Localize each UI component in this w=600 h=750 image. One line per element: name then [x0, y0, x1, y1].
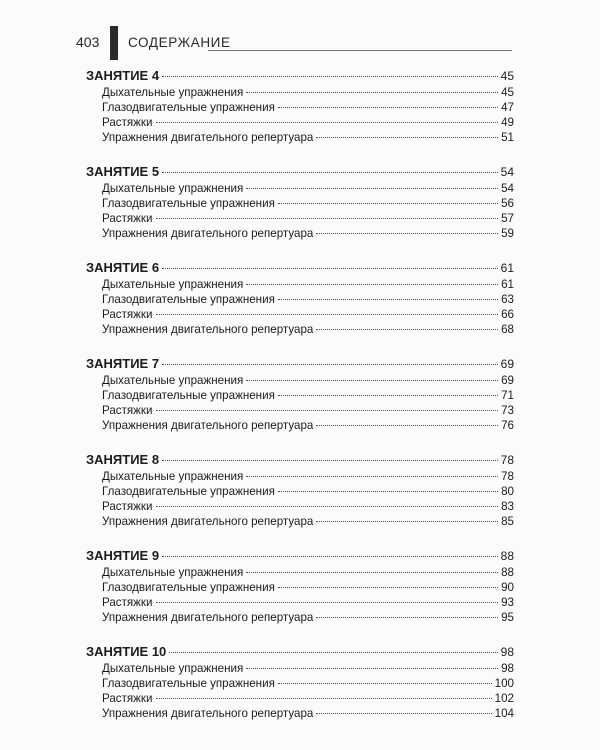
item-page: 85: [501, 515, 514, 528]
item-page: 45: [501, 86, 514, 99]
dot-leader: [156, 602, 499, 603]
toc-section: [86, 260, 514, 352]
dot-leader: [156, 410, 499, 411]
toc-lesson-row[interactable]: [86, 644, 514, 661]
dot-leader: [316, 617, 498, 618]
item-label: Растяжки: [102, 500, 153, 513]
lesson-page: 78: [500, 453, 514, 467]
toc-item-row[interactable]: [86, 101, 514, 116]
item-label: Упражнения двигательного репертуара: [102, 227, 314, 240]
dot-leader: [246, 476, 498, 477]
toc-item-row[interactable]: [86, 227, 514, 242]
toc-lesson-row[interactable]: [86, 356, 514, 373]
toc-item-row[interactable]: [86, 86, 514, 101]
lesson-title: ЗАНЯТИЕ 4: [86, 68, 160, 83]
lesson-title: ЗАНЯТИЕ 5: [86, 164, 160, 179]
item-page: 61: [501, 278, 514, 291]
dot-leader: [246, 284, 498, 285]
dot-leader: [156, 506, 499, 507]
lesson-title: ЗАНЯТИЕ 6: [86, 260, 160, 275]
item-page: 78: [501, 470, 514, 483]
item-label: Дыхательные упражнения: [102, 374, 244, 387]
lesson-title: ЗАНЯТИЕ 7: [86, 356, 160, 371]
lesson-page: 69: [500, 357, 514, 371]
header-accent-bar: [110, 26, 118, 60]
lesson-title: ЗАНЯТИЕ 8: [86, 452, 160, 467]
toc-item-row[interactable]: [86, 212, 514, 227]
item-label: Упражнения двигательного репертуара: [102, 323, 314, 336]
toc-item-row[interactable]: [86, 596, 514, 611]
item-label: Дыхательные упражнения: [102, 470, 244, 483]
item-page: 51: [501, 131, 514, 144]
dot-leader: [162, 364, 498, 365]
dot-leader: [246, 188, 498, 189]
dot-leader: [156, 122, 499, 123]
item-label: Упражнения двигательного репертуара: [102, 131, 314, 144]
dot-leader: [162, 76, 498, 77]
dot-leader: [162, 460, 498, 461]
item-page: 49: [501, 116, 514, 129]
dot-leader: [162, 172, 498, 173]
item-label: Глазодвигательные упражнения: [102, 197, 275, 210]
item-page: 59: [501, 227, 514, 240]
item-label: Растяжки: [102, 404, 153, 417]
lesson-page: 54: [500, 165, 514, 179]
item-label: Дыхательные упражнения: [102, 566, 244, 579]
item-page: 100: [494, 677, 514, 690]
toc-item-row[interactable]: [86, 131, 514, 146]
toc-item-row[interactable]: [86, 293, 514, 308]
toc-lesson-row[interactable]: [86, 452, 514, 469]
item-label: Глазодвигательные упражнения: [102, 101, 275, 114]
dot-leader: [278, 395, 498, 396]
toc-item-row[interactable]: [86, 500, 514, 515]
dot-leader: [162, 556, 498, 557]
dot-leader: [316, 425, 498, 426]
toc-section: [86, 68, 514, 160]
toc-item-row[interactable]: [86, 323, 514, 338]
toc-item-row[interactable]: [86, 389, 514, 404]
dot-leader: [156, 698, 492, 699]
page-header: [76, 26, 512, 58]
dot-leader: [246, 668, 498, 669]
toc-lesson-row[interactable]: [86, 260, 514, 277]
toc-item-row[interactable]: [86, 470, 514, 485]
toc-lesson-row[interactable]: [86, 548, 514, 565]
item-page: 104: [494, 707, 514, 720]
toc-section: [86, 644, 514, 736]
item-page: 47: [501, 101, 514, 114]
item-label: Упражнения двигательного репертуара: [102, 419, 314, 432]
dot-leader: [246, 572, 498, 573]
dot-leader: [246, 380, 498, 381]
toc-lesson-row[interactable]: [86, 68, 514, 85]
item-page: 98: [501, 662, 514, 675]
item-label: Дыхательные упражнения: [102, 86, 244, 99]
item-page: 95: [501, 611, 514, 624]
lesson-page: 88: [500, 549, 514, 563]
toc-item-row[interactable]: [86, 515, 514, 530]
item-label: Растяжки: [102, 692, 153, 705]
lesson-title: ЗАНЯТИЕ 9: [86, 548, 160, 563]
dot-leader: [278, 107, 498, 108]
item-label: Дыхательные упражнения: [102, 278, 244, 291]
toc-item-row[interactable]: [86, 611, 514, 626]
toc-item-row[interactable]: [86, 182, 514, 197]
header-rule: [208, 50, 512, 51]
dot-leader: [278, 683, 492, 684]
item-page: 63: [501, 293, 514, 306]
toc-item-row[interactable]: [86, 419, 514, 434]
item-page: 83: [501, 500, 514, 513]
item-label: Глазодвигательные упражнения: [102, 293, 275, 306]
header-title: СОДЕРЖАНИЕ: [128, 35, 231, 50]
item-page: 88: [501, 566, 514, 579]
item-label: Глазодвигательные упражнения: [102, 485, 275, 498]
dot-leader: [316, 329, 498, 330]
item-label: Упражнения двигательного репертуара: [102, 515, 314, 528]
item-page: 71: [501, 389, 514, 402]
item-page: 93: [501, 596, 514, 609]
lesson-title: ЗАНЯТИЕ 10: [86, 644, 167, 659]
item-label: Растяжки: [102, 596, 153, 609]
toc-item-row[interactable]: [86, 581, 514, 596]
toc-item-row[interactable]: [86, 374, 514, 389]
dot-leader: [316, 137, 498, 138]
toc-section: [86, 164, 514, 256]
item-page: 66: [501, 308, 514, 321]
page-number: 403: [76, 34, 100, 50]
item-label: Упражнения двигательного репертуара: [102, 611, 314, 624]
toc-item-row[interactable]: [86, 116, 514, 131]
toc-item-row[interactable]: [86, 485, 514, 500]
dot-leader: [278, 299, 498, 300]
toc-item-row[interactable]: [86, 404, 514, 419]
dot-leader: [162, 268, 498, 269]
toc-item-row[interactable]: [86, 197, 514, 212]
item-label: Дыхательные упражнения: [102, 182, 244, 195]
item-page: 76: [501, 419, 514, 432]
dot-leader: [246, 92, 498, 93]
item-page: 56: [501, 197, 514, 210]
toc-section: [86, 452, 514, 544]
toc-item-row[interactable]: [86, 566, 514, 581]
item-page: 69: [501, 374, 514, 387]
toc-item-row[interactable]: [86, 662, 514, 677]
dot-leader: [278, 491, 498, 492]
table-of-contents: [86, 64, 514, 736]
item-page: 80: [501, 485, 514, 498]
toc-section: [86, 356, 514, 448]
item-label: Дыхательные упражнения: [102, 662, 244, 675]
dot-leader: [156, 314, 499, 315]
item-label: Растяжки: [102, 212, 153, 225]
dot-leader: [156, 218, 499, 219]
toc-lesson-row[interactable]: [86, 164, 514, 181]
lesson-page: 98: [500, 645, 514, 659]
toc-item-row[interactable]: [86, 692, 514, 707]
lesson-page: 45: [500, 69, 514, 83]
lesson-page: 61: [500, 261, 514, 275]
dot-leader: [278, 203, 498, 204]
item-page: 68: [501, 323, 514, 336]
item-page: 54: [501, 182, 514, 195]
toc-item-row[interactable]: [86, 677, 514, 692]
toc-item-row[interactable]: [86, 278, 514, 293]
item-page: 90: [501, 581, 514, 594]
toc-item-row[interactable]: [86, 707, 514, 722]
item-label: Глазодвигательные упражнения: [102, 389, 275, 402]
item-page: 73: [501, 404, 514, 417]
item-page: 57: [501, 212, 514, 225]
dot-leader: [316, 713, 491, 714]
item-label: Глазодвигательные упражнения: [102, 581, 275, 594]
item-page: 102: [494, 692, 514, 705]
toc-section: [86, 548, 514, 640]
toc-item-row[interactable]: [86, 308, 514, 323]
dot-leader: [316, 233, 498, 234]
item-label: Растяжки: [102, 308, 153, 321]
item-label: Растяжки: [102, 116, 153, 129]
item-label: Упражнения двигательного репертуара: [102, 707, 314, 720]
dot-leader: [278, 587, 498, 588]
dot-leader: [169, 652, 497, 653]
dot-leader: [316, 521, 498, 522]
item-label: Глазодвигательные упражнения: [102, 677, 275, 690]
